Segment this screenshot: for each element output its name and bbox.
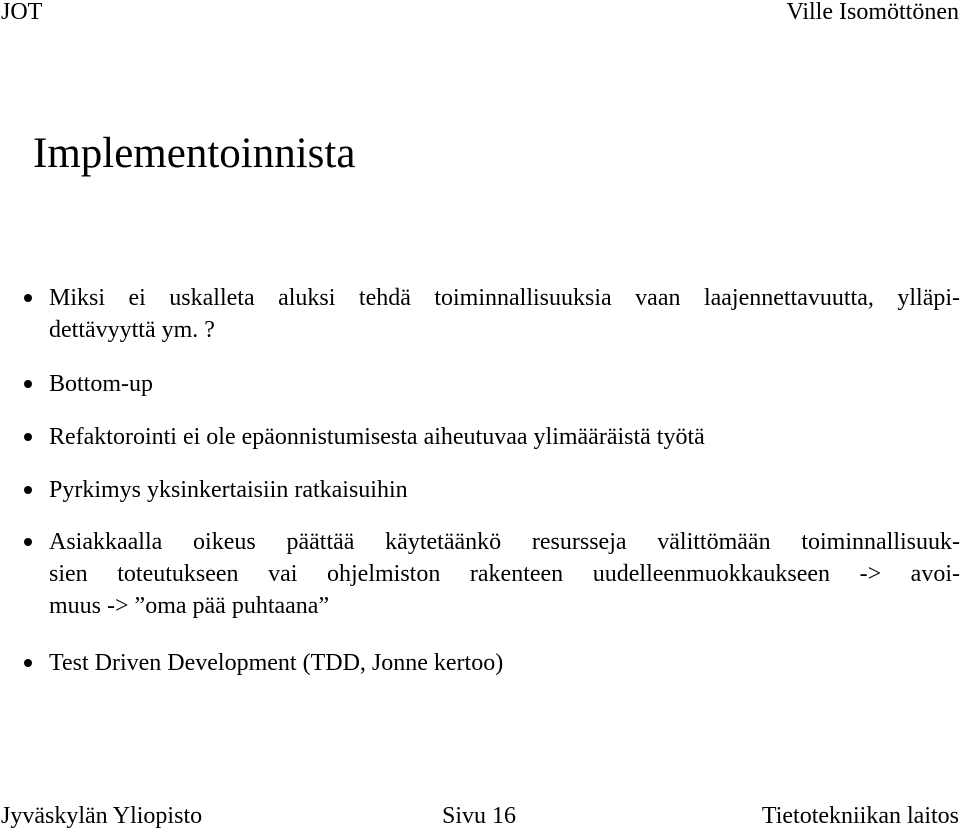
bullet-dot-icon: [24, 433, 32, 441]
footer-page-number: Sivu 16: [442, 803, 517, 829]
header-course: JOT: [1, 0, 43, 25]
bullet-line: muus -> ”oma pää puhtaana”: [49, 593, 330, 619]
bullet-text: [49, 368, 960, 400]
bullet-line: Test Driven Development (TDD, Jonne kertoo): [49, 650, 504, 676]
bullet-dot-icon: [24, 659, 32, 667]
bullet-text: [49, 526, 960, 622]
bullet-dot-icon: [24, 538, 32, 546]
bullet-line: Asiakkaalla oikeus päättää käytetäänkö resursseja välittömään toiminnallisuuk-: [49, 529, 960, 555]
bullet-line: Refaktorointi ei ole epäonnistumisesta aiheutuvaa ylimääräistä työtä: [49, 424, 705, 450]
header-author: Ville Isomöttönen: [786, 0, 959, 25]
bullet-dot-icon: [24, 380, 32, 388]
bullet-line: Pyrkimys yksinkertaisiin ratkaisuihin: [49, 477, 408, 503]
bullet-text: [49, 421, 960, 453]
footer-department: Tietotekniikan laitos: [761, 803, 959, 829]
bullet-text: [49, 282, 960, 346]
bullet-line: Miksi ei uskalleta aluksi tehdä toiminnallisuuksia vaan laajennettavuutta, ylläpi-: [49, 285, 960, 311]
footer-university: Jyväskylän Yliopisto: [1, 803, 203, 829]
bullet-dot-icon: [24, 294, 32, 302]
bullet-line: Bottom-up: [49, 371, 154, 397]
bullet-text: [49, 474, 960, 506]
bullet-text: [49, 647, 960, 679]
bullet-line: dettävyyttä ym. ?: [49, 317, 215, 343]
bullet-dot-icon: [24, 486, 32, 494]
bullet-line: sien toteutukseen vai ohjelmiston rakenteen uudelleenmuokkaukseen -> avoi-: [49, 561, 960, 587]
slide-title: Implementoinnista: [33, 130, 356, 177]
